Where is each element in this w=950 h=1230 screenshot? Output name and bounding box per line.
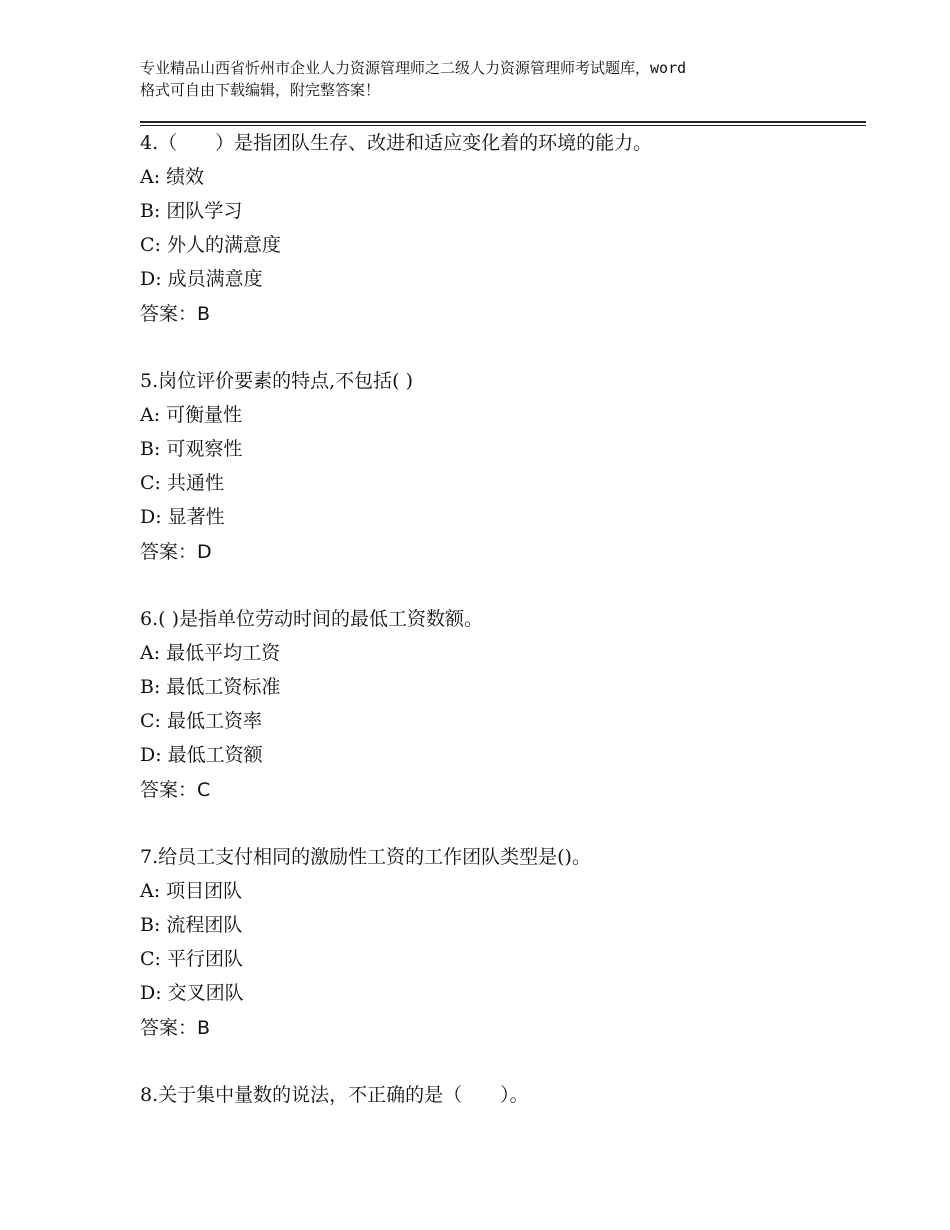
question-stem: 4.（ ）是指团队生存、改进和适应变化着的环境的能力。 bbox=[140, 132, 653, 154]
option-a: A: 可衡量性 bbox=[140, 404, 243, 426]
header-rule-thick bbox=[140, 121, 866, 123]
header-line-1: 专业精品山西省忻州市企业人力资源管理师之二级人力资源管理师考试题库，word bbox=[140, 59, 687, 77]
answer-line: 答案：B bbox=[140, 303, 211, 325]
question-5 bbox=[140, 364, 860, 568]
answer-line: 答案：D bbox=[140, 541, 212, 563]
option-b: B: 可观察性 bbox=[140, 438, 243, 460]
header-line-2: 格式可自由下载编辑，附完整答案！ bbox=[140, 81, 381, 99]
option-c: C: 平行团队 bbox=[140, 948, 243, 970]
option-a: A: 绩效 bbox=[140, 166, 205, 188]
question-4 bbox=[140, 126, 860, 330]
option-d: D: 最低工资额 bbox=[140, 744, 263, 766]
answer-line: 答案：B bbox=[140, 1017, 211, 1039]
option-d: D: 显著性 bbox=[140, 506, 225, 528]
answer-line: 答案：C bbox=[140, 779, 211, 801]
option-d: D: 交叉团队 bbox=[140, 982, 244, 1004]
option-c: C: 最低工资率 bbox=[140, 710, 262, 732]
option-b: B: 流程团队 bbox=[140, 914, 243, 936]
option-c: C: 共通性 bbox=[140, 472, 224, 494]
option-a: A: 最低平均工资 bbox=[140, 642, 281, 664]
question-list bbox=[140, 126, 860, 1112]
option-b: B: 团队学习 bbox=[140, 200, 243, 222]
question-stem: 8.关于集中量数的说法，不正确的是（ ）。 bbox=[140, 1084, 529, 1106]
option-c: C: 外人的满意度 bbox=[140, 234, 281, 256]
question-stem: 5.岗位评价要素的特点,不包括( ) bbox=[140, 370, 414, 392]
option-d: D: 成员满意度 bbox=[140, 268, 263, 290]
document-header bbox=[140, 57, 840, 101]
question-stem: 7.给员工支付相同的激励性工资的工作团队类型是()。 bbox=[140, 846, 591, 868]
question-6 bbox=[140, 602, 860, 806]
option-a: A: 项目团队 bbox=[140, 880, 243, 902]
question-8 bbox=[140, 1078, 860, 1112]
question-7 bbox=[140, 840, 860, 1044]
question-stem: 6.( )是指单位劳动时间的最低工资数额。 bbox=[140, 608, 483, 630]
option-b: B: 最低工资标准 bbox=[140, 676, 281, 698]
